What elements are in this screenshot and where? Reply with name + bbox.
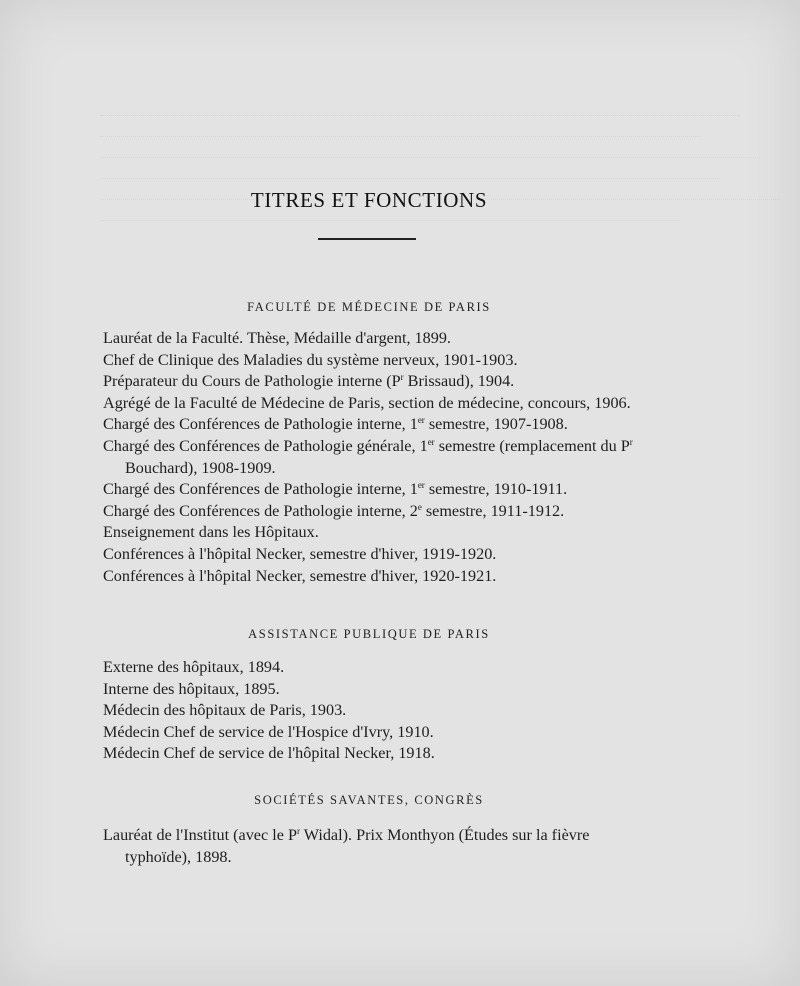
section-list-assistance: [103, 657, 658, 765]
list-item: Chargé des Conférences de Pathologie interne, 1er semestre, 1910-1911.: [103, 480, 568, 499]
list-item: Conférences à l'hôpital Necker, semestre d'hiver, 1919-1920.: [103, 544, 497, 563]
list-item: Conférences à l'hôpital Necker, semestre d'hiver, 1920-1921.: [103, 566, 497, 585]
title-divider: [318, 238, 416, 240]
section-heading-assistance: ASSISTANCE PUBLIQUE DE PARIS: [248, 627, 490, 641]
list-item: Médecin des hôpitaux de Paris, 1903.: [103, 701, 347, 720]
section-list-faculte: [103, 328, 658, 587]
list-item: Lauréat de l'Institut (avec le $P^r$ Widal). Prix Monthyon (Études sur la fièvre typhoïde), 1898.: [103, 826, 590, 866]
section-heading-societes: SOCIÉTÉS SAVANTES, CONGRÈS: [254, 793, 484, 807]
list-item: Lauréat de la Faculté. Thèse, Médaille d'argent, 1899.: [103, 329, 451, 347]
list-item: Chargé des Conférences de Pathologie générale, 1er semestre (remplacement du $P^r$ Bouchard), 1908-1909.: [103, 436, 633, 477]
list-item: Agrégé de la Faculté de Médecine de Paris, section de médecine, concours, 1906.: [103, 393, 631, 412]
list-item: Chef de Clinique des Maladies du système nerveux, 1901-1903.: [103, 350, 518, 369]
list-item: Enseignement dans les Hôpitaux.: [103, 523, 319, 542]
section-heading-faculte: FACULTÉ DE MÉDECINE DE PARIS: [247, 300, 491, 314]
list-item: Chargé des Conférences de Pathologie interne, 2e semestre, 1911-1912.: [103, 501, 565, 520]
list-item: Externe des hôpitaux, 1894.: [103, 658, 285, 676]
list-item: Médecin Chef de service de l'Hospice d'Ivry, 1910.: [103, 722, 434, 741]
list-item: Interne des hôpitaux, 1895.: [103, 679, 280, 698]
list-item: Préparateur du Cours de Pathologie interne ($P^r$ Brissaud), 1904.: [103, 372, 515, 391]
section-list-societes: [103, 825, 658, 868]
list-item: Médecin Chef de service de l'hôpital Necker, 1918.: [103, 744, 435, 763]
list-item: Chargé des Conférences de Pathologie interne, 1er semestre, 1907-1908.: [103, 415, 568, 434]
page-title: TITRES ET FONCTIONS: [250, 188, 488, 212]
